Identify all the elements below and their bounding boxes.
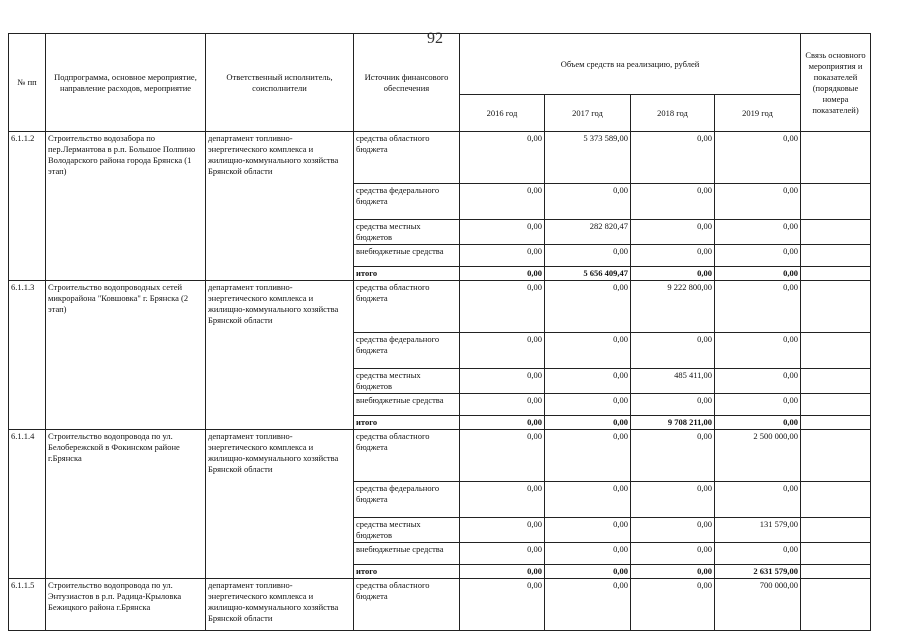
amount-2017: 5 656 409,47 — [545, 267, 631, 281]
header-year-2016: 2016 год — [460, 95, 545, 132]
funding-source: средства федерального бюджета — [354, 184, 460, 220]
amount-2018: 485 411,00 — [631, 369, 715, 394]
header-amount: Объем средств на реализацию, рублей — [460, 34, 801, 95]
indicator-link — [801, 333, 871, 369]
indicator-link — [801, 482, 871, 518]
amount-2018: 9 222 800,00 — [631, 281, 715, 333]
header-link: Связь основного мероприятия и показателей (порядковые номера показателей) — [801, 34, 871, 132]
amount-2018: 0,00 — [631, 333, 715, 369]
header-year-2018: 2018 год — [631, 95, 715, 132]
amount-2018: 0,00 — [631, 565, 715, 579]
indicator-link — [801, 543, 871, 565]
amount-2016: 0,00 — [460, 565, 545, 579]
amount-2019: 2 500 000,00 — [715, 430, 801, 482]
indicator-link — [801, 430, 871, 482]
funding-source: внебюджетные средства — [354, 394, 460, 416]
item-name: Строительство водопровода по ул. Энтузиастов в р.п. Радица-Крыловка Бежицкого района г.Брянска — [46, 579, 206, 631]
amount-2019: 0,00 — [715, 543, 801, 565]
amount-2017: 0,00 — [545, 281, 631, 333]
item-number: 6.1.1.5 — [9, 579, 46, 631]
indicator-link — [801, 369, 871, 394]
funding-source: средства областного бюджета — [354, 430, 460, 482]
table-row — [9, 281, 871, 333]
amount-2019: 0,00 — [715, 369, 801, 394]
amount-2018: 0,00 — [631, 220, 715, 245]
amount-2016: 0,00 — [460, 220, 545, 245]
amount-2018: 0,00 — [631, 543, 715, 565]
item-executor: департамент топливно-энергетического комплекса и жилищно-коммунального хозяйства Брянской области — [206, 579, 354, 631]
amount-2016: 0,00 — [460, 281, 545, 333]
amount-2016: 0,00 — [460, 543, 545, 565]
indicator-link — [801, 245, 871, 267]
amount-2017: 0,00 — [545, 482, 631, 518]
indicator-link — [801, 579, 871, 631]
header-year-2019: 2019 год — [715, 95, 801, 132]
indicator-link — [801, 518, 871, 543]
funding-source: средства областного бюджета — [354, 579, 460, 631]
amount-2017: 0,00 — [545, 394, 631, 416]
indicator-link — [801, 416, 871, 430]
item-executor: департамент топливно-энергетического комплекса и жилищно-коммунального хозяйства Брянской области — [206, 281, 354, 430]
amount-2017: 0,00 — [545, 184, 631, 220]
amount-2019: 0,00 — [715, 132, 801, 184]
amount-2017: 0,00 — [545, 369, 631, 394]
table-body — [9, 132, 871, 631]
indicator-link — [801, 565, 871, 579]
amount-2016: 0,00 — [460, 267, 545, 281]
amount-2019: 0,00 — [715, 333, 801, 369]
amount-2016: 0,00 — [460, 132, 545, 184]
amount-2018: 0,00 — [631, 482, 715, 518]
indicator-link — [801, 220, 871, 245]
funding-source: итого — [354, 565, 460, 579]
amount-2017: 0,00 — [545, 430, 631, 482]
item-name: Строительство водозабора по пер.Лермантова в р.п. Большое Полпино Володарского района города Брянска (1 этап) — [46, 132, 206, 281]
amount-2019: 0,00 — [715, 482, 801, 518]
indicator-link — [801, 132, 871, 184]
header-source: Источник финансового обеспечения — [354, 34, 460, 132]
amount-2019: 0,00 — [715, 394, 801, 416]
amount-2016: 0,00 — [460, 518, 545, 543]
item-number: 6.1.1.2 — [9, 132, 46, 281]
amount-2017: 0,00 — [545, 245, 631, 267]
amount-2017: 0,00 — [545, 579, 631, 631]
amount-2019: 0,00 — [715, 245, 801, 267]
amount-2017: 282 820,47 — [545, 220, 631, 245]
amount-2018: 9 708 211,00 — [631, 416, 715, 430]
amount-2018: 0,00 — [631, 184, 715, 220]
amount-2016: 0,00 — [460, 369, 545, 394]
amount-2018: 0,00 — [631, 518, 715, 543]
funding-source: средства федерального бюджета — [354, 482, 460, 518]
header-executor: Ответственный исполнитель, соисполнители — [206, 34, 354, 132]
item-executor: департамент топливно-энергетического комплекса и жилищно-коммунального хозяйства Брянской области — [206, 430, 354, 579]
amount-2019: 0,00 — [715, 416, 801, 430]
amount-2017: 0,00 — [545, 543, 631, 565]
header-program: Подпрограмма, основное мероприятие, направление расходов, мероприятие — [46, 34, 206, 132]
amount-2016: 0,00 — [460, 184, 545, 220]
amount-2019: 0,00 — [715, 220, 801, 245]
indicator-link — [801, 267, 871, 281]
amount-2016: 0,00 — [460, 394, 545, 416]
amount-2018: 0,00 — [631, 267, 715, 281]
table-row — [9, 579, 871, 631]
amount-2018: 0,00 — [631, 430, 715, 482]
amount-2016: 0,00 — [460, 333, 545, 369]
funding-source: средства областного бюджета — [354, 281, 460, 333]
budget-table — [8, 33, 871, 631]
amount-2018: 0,00 — [631, 394, 715, 416]
table-row — [9, 132, 871, 184]
funding-source: итого — [354, 416, 460, 430]
amount-2017: 0,00 — [545, 518, 631, 543]
amount-2017: 0,00 — [545, 565, 631, 579]
amount-2018: 0,00 — [631, 245, 715, 267]
funding-source: средства областного бюджета — [354, 132, 460, 184]
item-name: Строительство водопровода по ул. Белобережской в Фокинском районе г.Брянска — [46, 430, 206, 579]
table-row — [9, 430, 871, 482]
amount-2019: 700 000,00 — [715, 579, 801, 631]
amount-2019: 0,00 — [715, 281, 801, 333]
item-number: 6.1.1.3 — [9, 281, 46, 430]
page-number: 92 — [427, 30, 443, 47]
amount-2019: 131 579,00 — [715, 518, 801, 543]
amount-2016: 0,00 — [460, 482, 545, 518]
funding-source: средства федерального бюджета — [354, 333, 460, 369]
amount-2016: 0,00 — [460, 430, 545, 482]
indicator-link — [801, 394, 871, 416]
amount-2016: 0,00 — [460, 245, 545, 267]
header-num: № пп — [9, 34, 46, 132]
indicator-link — [801, 281, 871, 333]
indicator-link — [801, 184, 871, 220]
item-name: Строительство водопроводных сетей микрорайона "Ковшовка" г. Брянска (2 этап) — [46, 281, 206, 430]
header-year-2017: 2017 год — [545, 95, 631, 132]
amount-2016: 0,00 — [460, 416, 545, 430]
funding-source: средства местных бюджетов — [354, 220, 460, 245]
amount-2016: 0,00 — [460, 579, 545, 631]
funding-source: средства местных бюджетов — [354, 369, 460, 394]
amount-2019: 0,00 — [715, 184, 801, 220]
amount-2017: 5 373 589,00 — [545, 132, 631, 184]
amount-2017: 0,00 — [545, 416, 631, 430]
amount-2019: 0,00 — [715, 267, 801, 281]
funding-source: итого — [354, 267, 460, 281]
item-number: 6.1.1.4 — [9, 430, 46, 579]
amount-2017: 0,00 — [545, 333, 631, 369]
funding-source: средства местных бюджетов — [354, 518, 460, 543]
funding-source: внебюджетные средства — [354, 245, 460, 267]
amount-2018: 0,00 — [631, 132, 715, 184]
amount-2019: 2 631 579,00 — [715, 565, 801, 579]
item-executor: департамент топливно-энергетического комплекса и жилищно-коммунального хозяйства Брянской области — [206, 132, 354, 281]
funding-source: внебюджетные средства — [354, 543, 460, 565]
amount-2018: 0,00 — [631, 579, 715, 631]
